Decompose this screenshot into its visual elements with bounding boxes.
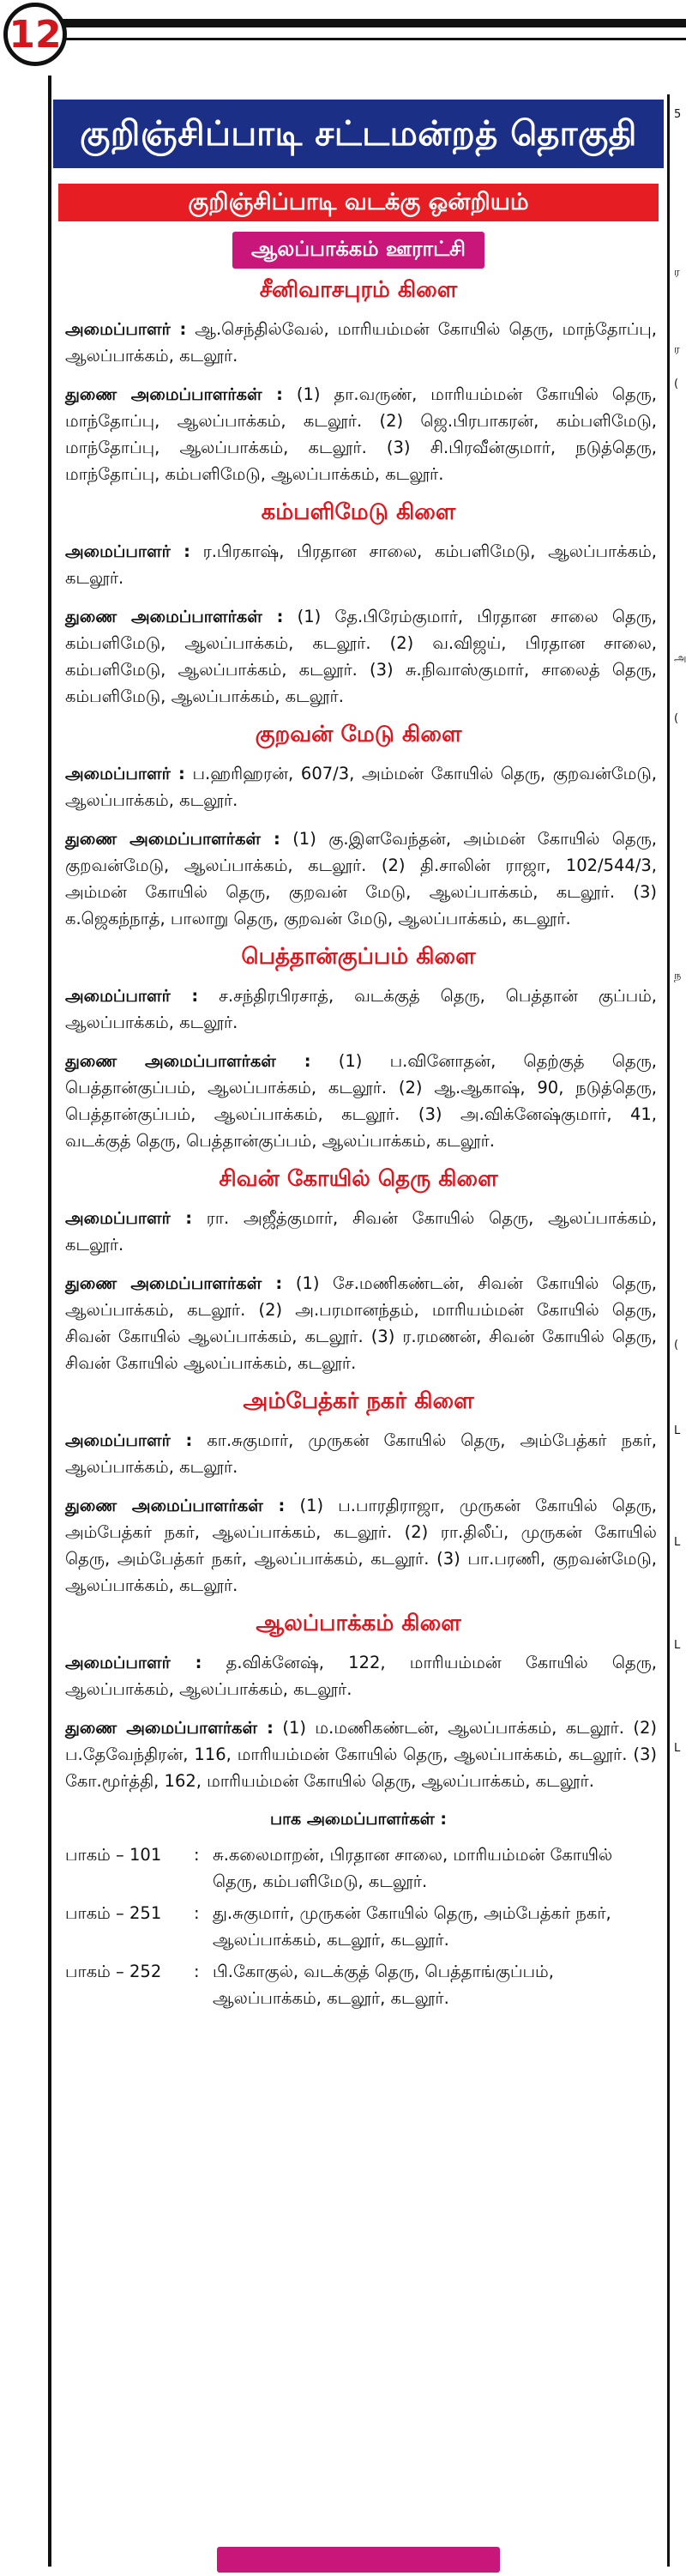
organizer-text: ரா. அஜீத்குமார், சிவன் கோயில் தெரு, ஆலப்பாக்கம், கடலூர்.	[65, 1208, 657, 1255]
organizer-paragraph	[65, 1205, 657, 1258]
branch-section	[53, 499, 664, 710]
adjacent-glyph: L	[674, 1536, 681, 1549]
adjacent-glyph: ர	[674, 266, 680, 279]
organizer-label: அமைப்பாளர் :	[65, 1430, 193, 1450]
booth-organizer: சு.கலைமாறன், பிரதான சாலை, மாரியம்மன் கோயில் தெரு, கம்பளிமேடு, கடலூர்.	[213, 1845, 613, 1891]
organizer-paragraph	[65, 316, 657, 369]
deputy-label: துணை அமைப்பாளர்கள் :	[65, 1051, 311, 1071]
header-rule-thick	[60, 19, 686, 27]
organizer-paragraph	[65, 760, 657, 813]
deputy-paragraph	[65, 825, 657, 932]
branch-section	[53, 722, 664, 932]
organizer-text: ப.ஹரிஹரன், 607/3, அம்மன் கோயில் தெரு, குறவன்மேடு, ஆலப்பாக்கம், கடலூர்.	[65, 764, 657, 810]
next-panchayat-pill	[217, 2547, 500, 2573]
adjacent-glyph: (	[674, 1339, 679, 1351]
branch-section	[53, 277, 664, 487]
deputy-paragraph	[65, 1492, 657, 1599]
organizer-text: கா.சுகுமார், முருகன் கோயில் தெரு, அம்பேத்கர் நகர், ஆலப்பாக்கம், கடலூர்.	[65, 1430, 657, 1477]
deputy-text: (1) தே.பிரேம்குமார், பிரதான சாலை தெரு, கம்பளிமேடு, ஆலப்பாக்கம், கடலூர். (2) வ.விஜய், பிரதான சாலை, கம்பளிமேடு, ஆலப்பாக்கம், கடலூர். (3) சு.நிவாஸ்குமார், சாலைத் தெரு, கம்பளிமேடு, ஆலப்பாக்கம், கடலூர்.	[65, 607, 657, 706]
branch-section	[53, 944, 664, 1154]
deputy-paragraph	[65, 381, 657, 487]
deputy-label: துணை அமைப்பாளர்கள் :	[65, 829, 280, 849]
deputy-text: (1) ப.பாரதிராஜா, முருகன் கோயில் தெரு, அம்பேத்கர் நகர், ஆலப்பாக்கம், கடலூர். (2) ரா.திலீப், முருகன் கோயில் தெரு, அம்பேத்கர் நகர், ஆலப்பாக்கம், கடலூர். (3) பா.பரணி, குறவன்மேடு, ஆலப்பாக்கம், கடலூர்.	[65, 1496, 658, 1595]
booth-row	[65, 1841, 657, 1895]
page-number-badge	[3, 3, 67, 66]
page-number: 12	[9, 12, 62, 57]
booth-number: பாகம் – 251	[65, 1903, 162, 1923]
deputy-label: துணை அமைப்பாளர்கள் :	[65, 1496, 286, 1515]
booth-number: பாகம் – 252	[65, 1962, 162, 1981]
branch-section	[53, 1166, 664, 1376]
branch-title: பெத்தான்குப்பம் கிளை	[241, 944, 476, 970]
panchayat-title: ஆலப்பாக்கம் ஊராட்சி	[232, 232, 484, 269]
deputy-paragraph	[65, 603, 657, 710]
deputy-paragraph	[65, 1270, 657, 1376]
booth-organizer: து.சுகுமார், முருகன் கோயில் தெரு, அம்பேத்கர் நகர், ஆலப்பாக்கம், கடலூர், கடலூர்.	[213, 1903, 611, 1950]
organizer-paragraph	[65, 1427, 657, 1480]
organizer-label: அமைப்பாளர் :	[65, 319, 187, 339]
adjacent-glyph: 5	[674, 108, 682, 121]
organizer-label: அமைப்பாளர் :	[65, 986, 199, 1006]
adjacent-glyph: ந	[674, 970, 682, 983]
next-section-header-cutoff	[53, 2547, 664, 2576]
organizer-label: அமைப்பாளர் :	[65, 1208, 192, 1228]
header-rule-thin	[60, 38, 686, 40]
organizer-text: ர.பிரகாஷ், பிரதான சாலை, கம்பளிமேடு, ஆலப்பாக்கம், கடலூர்.	[65, 541, 658, 588]
deputy-text: (1) ப.வினோதன், தெற்குத் தெரு, பெத்தான்குப்பம், ஆலப்பாக்கம், கடலூர். (2) ஆ.ஆகாஷ், 90, நடுத்தெரு, பெத்தான்குப்பம், ஆலப்பாக்கம், கடலூர். (3) அ.விக்னேஷ்குமார், 41, வடக்குத் தெரு, பெத்தான்குப்பம், ஆலப்பாக்கம், கடலூர்.	[65, 1051, 657, 1151]
branch-title: ஆலப்பாக்கம் கிளை	[256, 1611, 461, 1636]
booth-colon: :	[194, 1962, 200, 1981]
organizer-label: அமைப்பாளர் :	[65, 1653, 202, 1672]
branch-title: குறவன் மேடு கிளை	[255, 722, 462, 747]
column-border-right	[667, 94, 670, 2567]
adjacent-glyph: ர	[674, 343, 680, 356]
deputy-label: துணை அமைப்பாளர்கள் :	[65, 1718, 274, 1738]
deputy-paragraph	[65, 1048, 657, 1154]
branch-title: கம்பளிமேடு கிளை	[261, 499, 456, 525]
deputy-text: (1) சே.மணிகண்டன், சிவன் கோயில் தெரு, ஆலப்பாக்கம், கடலூர். (2) அ.பரமானந்தம், மாரியம்மன் கோயில் தெரு, சிவன் கோயில் ஆலப்பாக்கம், கடலூர். (3) ர.ரமணன், சிவன் கோயில் தெரு, சிவன் கோயில் ஆலப்பாக்கம், கடலூர்.	[65, 1273, 657, 1373]
column-border-left	[48, 76, 51, 2567]
organizer-label: அமைப்பாளர் :	[65, 541, 190, 561]
organizer-text: த.விக்னேஷ், 122, மாரியம்மன் கோயில் தெரு, ஆலப்பாக்கம், ஆலப்பாக்கம், கடலூர்.	[65, 1653, 657, 1699]
branch-section	[53, 1611, 664, 1794]
union-title: குறிஞ்சிப்பாடி வடக்கு ஒன்றியம்	[58, 184, 659, 221]
adjacent-glyph: L	[674, 1742, 681, 1755]
adjacent-glyph: L	[674, 1424, 681, 1437]
booth-number: பாகம் – 101	[65, 1845, 162, 1865]
adjacent-glyph: L	[674, 1639, 681, 1652]
organizer-paragraph	[65, 1649, 657, 1702]
deputy-paragraph	[65, 1714, 657, 1794]
deputy-label: துணை அமைப்பாளர்கள் :	[65, 1273, 283, 1293]
adjacent-glyph: (	[674, 712, 679, 725]
adjacent-glyph: (	[674, 378, 679, 390]
organizer-text: ச.சந்திரபிரசாத், வடக்குத் தெரு, பெத்தான் குப்பம், ஆலப்பாக்கம், கடலூர்.	[65, 986, 657, 1032]
booth-colon: :	[194, 1845, 200, 1865]
deputy-text: (1) ம.மணிகண்டன், ஆலப்பாக்கம், கடலூர். (2) ப.தேவேந்திரன், 116, மாரியம்மன் கோயில் தெரு, ஆலப்பாக்கம், கடலூர். (3) கோ.மூர்த்தி, 162, மாரியம்மன் கோயில் தெரு, ஆலப்பாக்கம், கடலூர்.	[65, 1718, 658, 1791]
booth-colon: :	[194, 1903, 200, 1923]
booth-row	[65, 1900, 657, 1953]
organizer-paragraph	[65, 983, 657, 1036]
adjacent-glyph: அ	[674, 652, 686, 665]
deputy-text: (1) தா.வருண், மாரியம்மன் கோயில் தெரு, மாந்தோப்பு, ஆலப்பாக்கம், கடலூர். (2) ஜெ.பிரபாகரன், கம்பளிமேடு, மாந்தோப்பு, ஆலப்பாக்கம், கடலூர். (3) சி.பிரவீன்குமார், நடுத்தெரு, மாந்தோப்பு, கம்பளிமேடு, ஆலப்பாக்கம், கடலூர்.	[65, 384, 657, 484]
panchayat-row	[53, 232, 664, 269]
booth-row	[65, 1958, 657, 2011]
booth-organizer: பி.கோகுல், வடக்குத் தெரு, பெத்தாங்குப்பம், ஆலப்பாக்கம், கடலூர், கடலூர்.	[213, 1962, 554, 2008]
deputy-label: துணை அமைப்பாளர்கள் :	[65, 607, 284, 626]
organizer-paragraph	[65, 538, 657, 591]
deputy-label: துணை அமைப்பாளர்கள் :	[65, 384, 283, 404]
deputy-text: (1) கு.இளவேந்தன், அம்மன் கோயில் தெரு, குறவன்மேடு, ஆலப்பாக்கம், கடலூர். (2) தி.சாலின் ராஜா, 102/544/3, அம்மன் கோயில் தெரு, குறவன் மேடு, ஆலப்பாக்கம், கடலூர். (3) க.ஜெகந்நாத், பாலாறு தெரு, குறவன் மேடு, ஆலப்பாக்கம், கடலூர்.	[65, 829, 657, 928]
branch-title: அம்பேத்கர் நகர் கிளை	[243, 1388, 474, 1414]
article-column	[53, 100, 664, 2017]
branch-title: சிவன் கோயில் தெரு கிளை	[219, 1166, 498, 1192]
adjacent-column-edge	[672, 94, 686, 2567]
branch-title: சீனிவாசபுரம் கிளை	[259, 277, 458, 303]
constituency-title: குறிஞ்சிப்பாடி சட்டமன்றத் தொகுதி	[53, 100, 664, 168]
organizer-label: அமைப்பாளர் :	[65, 764, 185, 783]
branch-section	[53, 1388, 664, 1599]
booth-organizers-heading: பாக அமைப்பாளர்கள் :	[269, 1810, 447, 1829]
organizer-text: ஆ.செந்தில்வேல், மாரியம்மன் கோயில் தெரு, மாந்தோப்பு, ஆலப்பாக்கம், கடலூர்.	[65, 319, 657, 366]
